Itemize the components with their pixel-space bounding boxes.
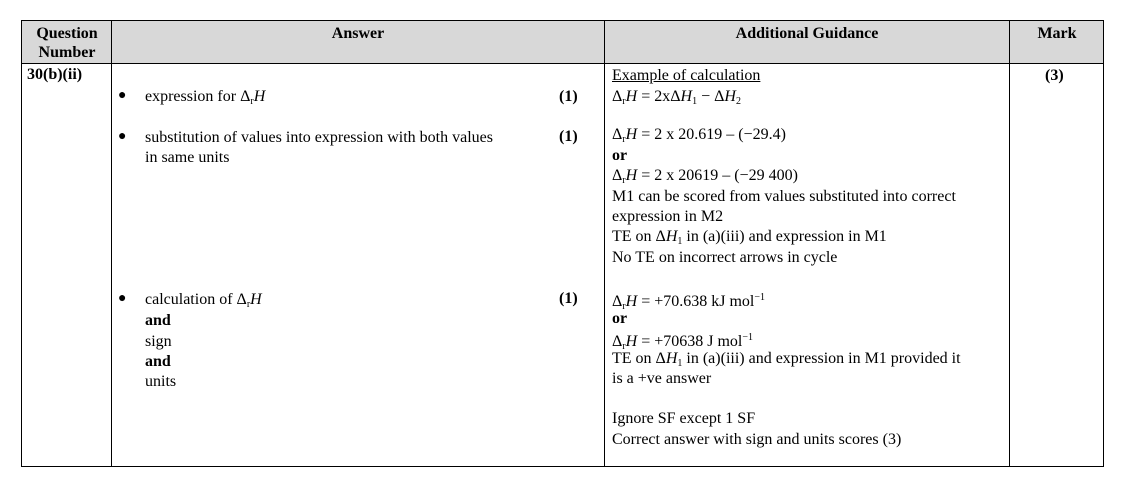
bullet-point-3: ● <box>118 291 127 306</box>
answer-point-3-and-1: and <box>145 312 171 329</box>
header-mark: Mark <box>1037 25 1077 42</box>
header-additional-guidance: Additional Guidance <box>735 25 879 42</box>
answer-point-2-line1: substitution of values into expression with both values <box>145 129 493 146</box>
guidance-note-te-2: TE on $\Delta H_1$ in (a)(iii) and expression in M1 provided it <box>612 350 961 369</box>
question-number: 30(b)(ii) <box>27 66 83 83</box>
guidance-note-correct-answer: Correct answer with sign and units scores (3) <box>612 431 902 448</box>
answer-point-1-text: expression for <box>145 88 237 105</box>
guidance-or-1: or <box>612 147 628 164</box>
guidance-note-m2: expression in M2 <box>612 208 724 225</box>
answer-point-3-sign: sign <box>145 333 172 350</box>
answer-point-2-mark: (1) <box>559 128 578 145</box>
bullet-point-2: ● <box>118 129 127 144</box>
guidance-note-sf: Ignore SF except 1 SF <box>612 410 756 427</box>
answer-point-3-and-2: and <box>145 353 171 370</box>
answer-point-3-text: calculation of <box>145 291 233 308</box>
guidance-example-heading: Example of calculation <box>612 67 761 84</box>
guidance-answer-j: $\Delta_rH = +70638$ J mol$^{-1}$ <box>612 332 754 352</box>
answer-point-3-units: units <box>145 373 177 390</box>
header-divider <box>22 63 1103 64</box>
answer-point-1-mark: (1) <box>559 88 578 105</box>
answer-point-3-symbol: $\Delta_rH$ <box>236 291 262 310</box>
header-answer: Answer <box>331 25 385 42</box>
guidance-or-2: or <box>612 310 628 327</box>
header-question-number: Question Number <box>36 25 98 61</box>
answer-point-3-mark: (1) <box>559 290 578 307</box>
guidance-substitution-kj: $\Delta_rH = 2$ x 20.619 – (−29.4) <box>612 126 786 145</box>
answer-point-1 <box>145 87 265 112</box>
guidance-note-m1: M1 can be scored from values substituted into correct <box>612 188 956 205</box>
column-divider-2 <box>604 21 605 466</box>
guidance-expression: $\Delta_rH = 2x\Delta H_1 - \Delta H_2$ <box>612 88 741 107</box>
guidance-answer-kj: $\Delta_rH = +70.638$ kJ mol$^{-1}$ <box>612 292 766 312</box>
column-divider-3 <box>1009 21 1010 466</box>
guidance-note-te-1: TE on $\Delta H_1$ in (a)(iii) and expression in M1 <box>612 228 887 247</box>
total-mark: (3) <box>1045 67 1064 84</box>
guidance-substitution-j: $\Delta_rH = 2$ x 20619 – (−29 400) <box>612 167 798 186</box>
bullet-point-1: ● <box>118 88 127 103</box>
guidance-note-positive: is a +ve answer <box>612 370 712 387</box>
answer-point-1-symbol: $\Delta_rH$ <box>240 88 266 107</box>
column-divider-1 <box>111 21 112 466</box>
answer-point-2-line2: in same units <box>145 149 230 166</box>
guidance-note-no-te: No TE on incorrect arrows in cycle <box>612 249 838 266</box>
mark-scheme-table <box>21 20 1104 467</box>
